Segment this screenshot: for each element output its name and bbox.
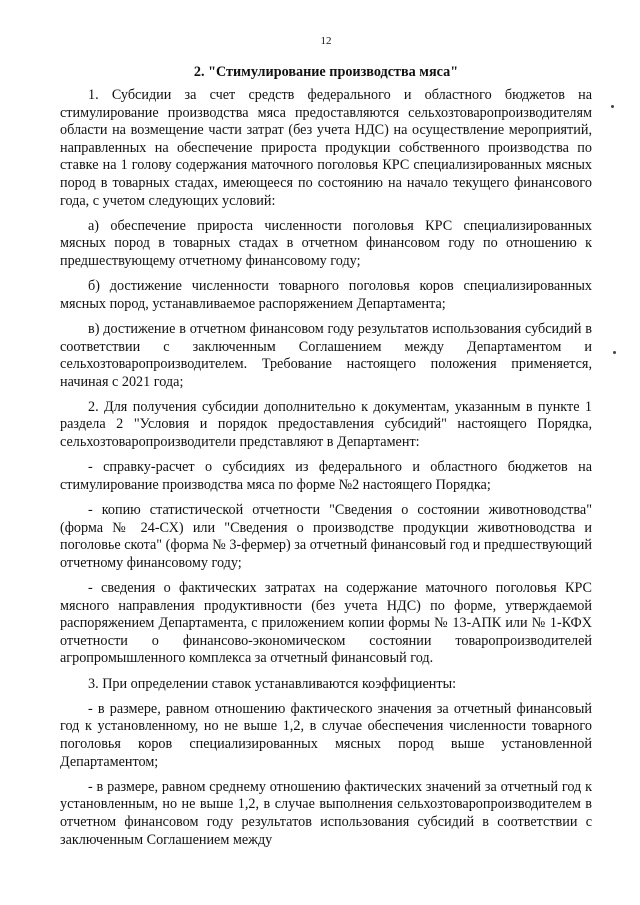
scan-speck-2 [613,351,616,354]
paragraph-subsidy-intro: 1. Субсидии за счет средств федерального и областного бюджетов на стимулирование производства мяса предоставляются сельхозтоваропроизводителям области на возмещение части затрат (без учета НДС) на осуществление мероприятий, направленных на обеспечение прироста продукции собственного производства по ставке на 1 голову содержания маточного поголовья КРС специализированных мясных пород в товарных стадах, имеющееся по состоянию на начало текущего финансового года, с учетом следующих условий: [60,87,592,209]
paragraph-condition-a: а) обеспечение прироста численности поголовья КРС специализированных мясных пород в товарных стадах в отчетном финансовом году по отношению к предшествующему отчетному финансовому году; [60,217,592,269]
section-heading: 2. "Стимулирование производства мяса" [193,64,459,80]
document-page [60,0,592,905]
paragraph-coefficients-intro: 3. При определении ставок устанавливаются коэффициенты: [88,675,457,692]
paragraph-document-item-2: - копию статистической отчетности "Сведения о состоянии животноводства" (форма № 24-СХ) или "Сведения о производстве продукции животноводства и поголовье скота" (форма № 3-фермер) за отчетный финансовый год и предшествующий отчетному финансовому году; [60,502,592,571]
paragraph-document-item-1: - справку-расчет о субсидиях из федерального и областного бюджетов на стимулирование производства мяса по форме №2 настоящего Порядка; [60,459,592,493]
paragraph-condition-b: б) достижение численности товарного поголовья коров специализированных мясных пород, устанавливаемое распоряжением Департамента; [60,278,592,312]
document-body [60,87,592,849]
scan-speck-1 [611,105,614,108]
paragraph-condition-v: в) достижение в отчетном финансовом году результатов использования субсидий в соответствии с заключенным Соглашением между Департаментом и сельхозтоваропроизводителем. Требование настоящего положения применяется, начиная с 2021 года; [60,320,592,390]
paragraph-coefficient-1: - в размере, равном отношению фактического значения за отчетный финансовый год к установленному, но не выше 1,2, в случае обеспечения численности товарного поголовья коров специализированных мясных пород выше установленной Департаментом; [60,700,592,770]
paragraph-coefficient-2: - в размере, равном среднему отношению фактических значений за отчетный год к установленным, но не выше 1,2, в случае выполнения сельхозтоваропроизводителем в отчетном финансовом году результатов использования субсидий в соответствии с заключенным Соглашением между [60,778,592,848]
page-number: 12 [320,35,332,47]
paragraph-documents-intro: 2. Для получения субсидии дополнительно к документам, указанным в пункте 1 раздела 2 "Условия и порядок предоставления субсидий" настоящего Порядка, сельхозтоваропроизводители представляют в Департамент: [60,398,592,451]
paragraph-document-item-3: - сведения о фактических затратах на содержание маточного поголовья КРС мясного направления продуктивности (без учета НДС) по форме, утверждаемой распоряжением Департамента, с приложением копии формы № 13-АПК или № 1-КФХ отчетности о финансово-экономическом состоянии товаропроизводителей агропромышленного комплекса за отчетный финансовый год. [60,580,592,667]
